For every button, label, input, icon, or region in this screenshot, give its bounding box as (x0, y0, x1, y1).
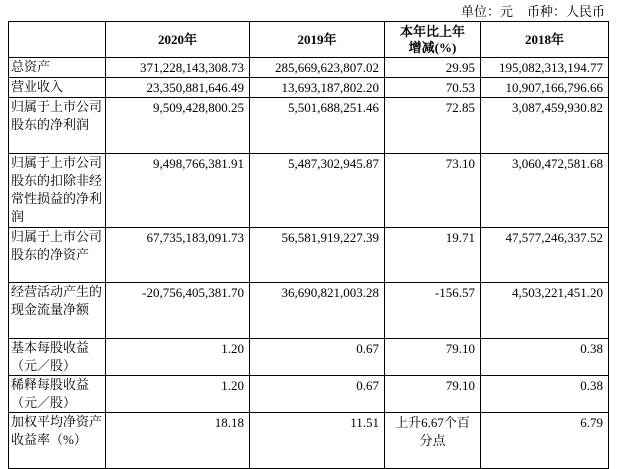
row-label: 营业收入 (9, 78, 106, 98)
value-change: 73.10 (385, 154, 481, 228)
row-label: 经营活动产生的现金流量净额 (9, 283, 106, 339)
value-2019: 0.67 (250, 376, 385, 413)
value-2019: 285,669,623,807.02 (250, 58, 385, 78)
table-row (9, 413, 609, 469)
row-label: 加权平均净资产收益率（%） (9, 413, 106, 469)
row-label: 稀释每股收益（元／股） (9, 376, 106, 413)
value-2020: 9,498,766,381.91 (106, 154, 250, 228)
value-change: 19.71 (385, 228, 481, 283)
currency-label: 币种： (526, 4, 566, 19)
unit-label: 单位： (460, 4, 500, 19)
value-2018: 3,087,459,930.82 (481, 98, 609, 154)
value-change: 29.95 (385, 58, 481, 78)
table-row (9, 376, 609, 413)
table-row (9, 58, 609, 78)
value-change: 79.10 (385, 376, 481, 413)
header-row (9, 22, 609, 58)
value-2020: 1.20 (106, 339, 250, 376)
value-2019: 5,501,688,251.46 (250, 98, 385, 154)
value-2020: 67,735,183,091.73 (106, 228, 250, 283)
value-change: 上升6.67个百分点 (385, 413, 481, 469)
header-cell-2019: 2019年 (250, 22, 385, 58)
value-2020: 23,350,881,646.49 (106, 78, 250, 98)
row-label: 归属于上市公司股东的扣除非经常性损益的净利润 (9, 154, 106, 228)
value-2020: 1.20 (106, 376, 250, 413)
value-2018: 10,907,166,796.66 (481, 78, 609, 98)
currency-value: 人民币 (565, 4, 605, 19)
row-label: 归属于上市公司股东的净利润 (9, 98, 106, 154)
unit-line (457, 1, 605, 20)
value-2018: 3,060,472,581.68 (481, 154, 609, 228)
header-cell-blank (9, 22, 106, 58)
value-2018: 0.38 (481, 339, 609, 376)
value-2019: 0.67 (250, 339, 385, 376)
row-label: 归属于上市公司股东的净资产 (9, 228, 106, 283)
value-2018: 0.38 (481, 376, 609, 413)
value-change: 79.10 (385, 339, 481, 376)
table-row (9, 339, 609, 376)
header-cell-2018: 2018年 (481, 22, 609, 58)
value-2020: -20,756,405,381.70 (106, 283, 250, 339)
value-2019: 56,581,919,227.39 (250, 228, 385, 283)
value-2019: 36,690,821,003.28 (250, 283, 385, 339)
value-2019: 11.51 (250, 413, 385, 469)
value-2020: 9,509,428,800.25 (106, 98, 250, 154)
value-2018: 195,082,313,194.77 (481, 58, 609, 78)
header-cell-change: 本年比上年 增减(%) (385, 22, 481, 58)
table-row (9, 283, 609, 339)
table-row (9, 78, 609, 98)
value-2018: 47,577,246,337.52 (481, 228, 609, 283)
row-label: 基本每股收益（元／股） (9, 339, 106, 376)
value-2018: 4,503,221,451.20 (481, 283, 609, 339)
table-row (9, 98, 609, 154)
value-2020: 18.18 (106, 413, 250, 469)
value-2018: 6.79 (481, 413, 609, 469)
financial-table (8, 21, 609, 469)
row-label: 总资产 (9, 58, 106, 78)
value-change: 70.53 (385, 78, 481, 98)
unit-value: 元 (499, 4, 513, 19)
value-2019: 13,693,187,802.20 (250, 78, 385, 98)
value-change: -156.57 (385, 283, 481, 339)
value-2020: 371,228,143,308.73 (106, 58, 250, 78)
table-row (9, 228, 609, 283)
value-change: 72.85 (385, 98, 481, 154)
value-2019: 5,487,302,945.87 (250, 154, 385, 228)
header-cell-2020: 2020年 (106, 22, 250, 58)
table-row (9, 154, 609, 228)
